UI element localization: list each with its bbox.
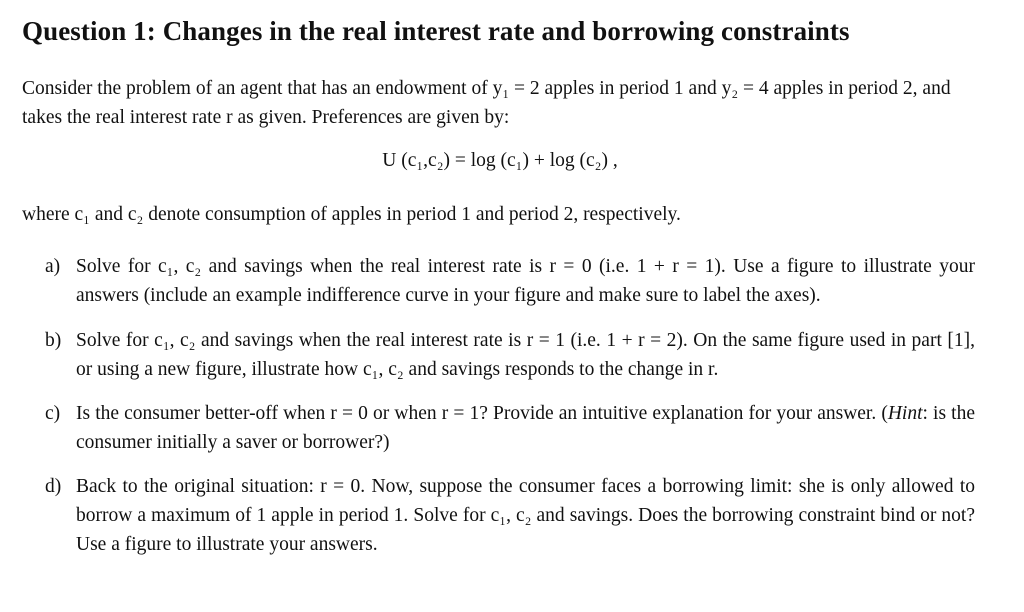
part-c-text-2: : is the consumer initially a saver or borrower?) bbox=[76, 403, 975, 453]
part-b-label: b) bbox=[45, 330, 62, 351]
part-b-text: Solve for c₁, c₂ and savings when the real interest rate is r = 1 (i.e. 1 + r = 2). On the same figure used in part [1], or using a new figure, illustrate how c₁, c₂ and savings responds to the change in r. bbox=[76, 330, 975, 380]
part-d-label: d) bbox=[45, 476, 62, 497]
part-a bbox=[45, 252, 975, 310]
part-a-label: a) bbox=[45, 256, 61, 277]
part-c-hint: Hint bbox=[887, 403, 923, 424]
part-d-text: Back to the original situation: r = 0. Now, suppose the consumer faces a borrowing limit: she is only allowed to borrow a maximum of 1 apple in period 1. Solve for c₁, c₂ and savings. Does the borrowing constraint bind or not? Use a figure to illustrate your answers. bbox=[76, 476, 975, 555]
question-title: Question 1: Changes in the real interest rate and borrowing constraints bbox=[22, 16, 850, 46]
part-a-text: Solve for c₁, c₂ and savings when the real interest rate is r = 0 (i.e. 1 + r = 1). Use a figure to illustrate your answers (include an example indifference curve in your figure and make sure to label the axes). bbox=[76, 256, 975, 306]
utility-equation: U (c₁,c₂) = log (c₁) + log (c₂) , bbox=[382, 150, 618, 171]
where-paragraph: where c₁ and c₂ denote consumption of apples in period 1 and period 2, respectively. bbox=[22, 204, 681, 225]
part-c bbox=[45, 399, 975, 457]
part-d bbox=[45, 472, 975, 559]
part-b bbox=[45, 326, 975, 384]
part-c-text-1: Is the consumer better-off when r = 0 or when r = 1? Provide an intuitive explanation for your answer. ( bbox=[76, 403, 888, 424]
intro-paragraph: Consider the problem of an agent that has an endowment of y₁ = 2 apples in period 1 and y₂ = 4 apples in period 2, and takes the real interest rate r as given. Preferences are given by: bbox=[22, 78, 951, 128]
part-c-label: c) bbox=[45, 403, 61, 424]
question-parts-list bbox=[45, 252, 975, 559]
